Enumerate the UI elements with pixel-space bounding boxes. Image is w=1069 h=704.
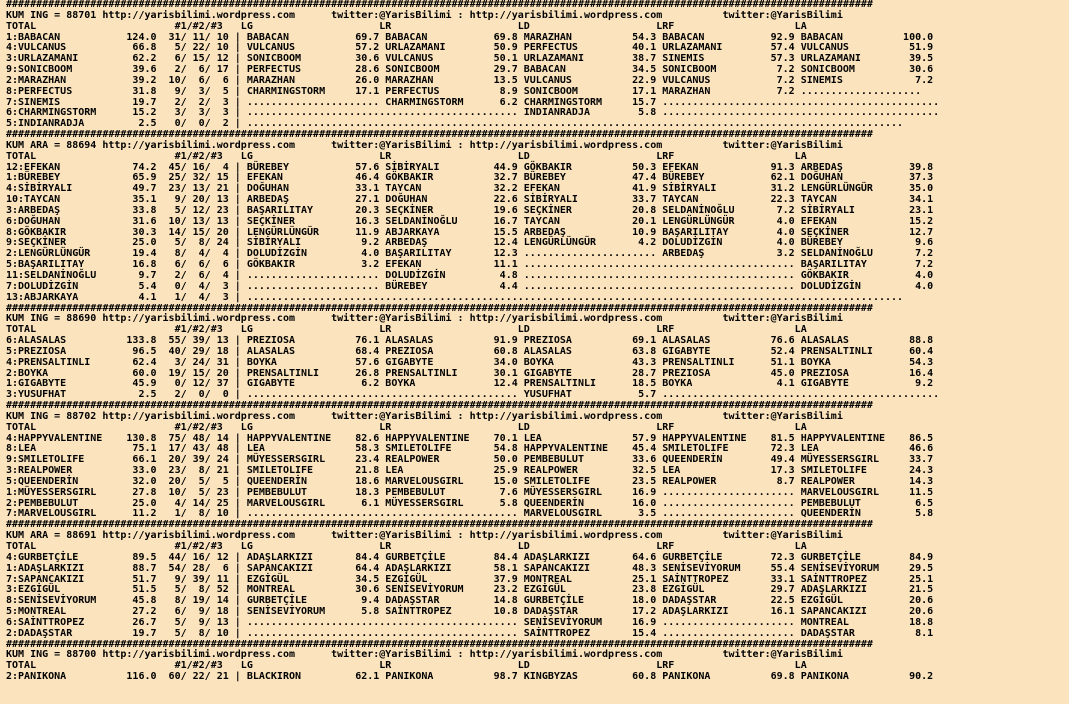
data-row: 7:DOLUDİZGİN 5.4 0/ 4/ 3 | ...................... BÜREBEY 4.4 ............................................. DOLUDİZGİN 4.0 — [6, 280, 934, 292]
data-row: 9:SMILETOLIFE 66.1 20/ 39/ 24 | MÜYESSERSGIRL 23.4 REALPOWER 50.0 PEMBEBULUT 33.6 QUEENDERİN 49.4 MÜYESSERSGIRL 33.7 — [6, 454, 934, 466]
separator-line: ################################################################################################################################################ — [6, 129, 873, 141]
data-row: 9:SONICBOOM 39.6 2/ 6/ 17 | PERFECTUS 28.6 SONICBOOM 29.7 BABACAN 34.5 SONICBOOM 7.2 SONICBOOM 30.6 — [6, 64, 934, 76]
data-row: 7:MARVELOUSGIRL 11.2 1/ 8/ 10 | ............................................. MARVELOUSGIRL 3.5 ...................... QUEENDERİN 5.8 — [6, 508, 934, 520]
race-header: KUM ING = 88690 http://yarisbilimi.wordpress.com twitter:@YarisBilimi : http://yarisbilimi.wordpress.com twitter:@YarisBilimi — [6, 313, 843, 325]
separator-line: ################################################################################################################################################ — [6, 302, 873, 314]
data-row: 4:PRENSALTINLI 62.4 3/ 24/ 31 | BOYKA 57.6 GIGABYTE 34.0 BOYKA 43.3 PRENSALTINLI 51.1 BOYKA 54.3 — [6, 356, 934, 368]
separator-line: ################################################################################################################################################ — [6, 638, 873, 650]
race-header: KUM ARA = 88691 http://yarisbilimi.wordpress.com twitter:@YarisBilimi : http://yarisbilimi.wordpress.com twitter:@YarisBilimi — [6, 530, 843, 542]
data-row: 10:TAYCAN 35.1 9/ 20/ 13 | ARBEDAŞ 27.1 DOĞUHAN 22.6 SİBİRYALI 33.7 TAYCAN 22.3 TAYCAN 34.1 — [6, 194, 934, 206]
data-row: 4:SİBİRYALI 49.7 23/ 13/ 21 | DOĞUHAN 33.1 TAYCAN 32.2 EFEKAN 41.9 SİBİRYALI 31.2 LENGÜRLÜNGÜR 35.0 — [6, 183, 934, 195]
column-header: TOTAL #1/#2/#3 LG LR LD LRF LA — [6, 324, 807, 336]
race-header: KUM ING = 88701 http://yarisbilimi.wordpress.com twitter:@YarisBilimi : http://yarisbilimi.wordpress.com twitter:@YarisBilimi — [6, 9, 843, 21]
data-row: 1:GIGABYTE 45.9 0/ 12/ 37 | GIGABYTE 6.2 BOYKA 12.4 PRENSALTINLI 18.5 BOYKA 4.1 GIGABYTE 9.2 — [6, 378, 934, 390]
data-row: 1:ADAŞLARKIZI 88.7 54/ 28/ 6 | SAPANCAKIZI 64.4 ADAŞLARKIZI 58.1 SAPANCAKIZI 48.3 SENİSEVİYORUM 55.4 SENİSEVİYORUM 29.5 — [6, 562, 934, 574]
separator-line: ################################################################################################################################################ — [6, 0, 873, 10]
column-header: TOTAL #1/#2/#3 LG LR LD LRF LA — [6, 421, 807, 433]
race-header: KUM ARA = 88694 http://yarisbilimi.wordpress.com twitter:@YarisBilimi : http://yarisbilimi.wordpress.com twitter:@YarisBilimi — [6, 139, 843, 151]
data-row: 5:MONTREAL 27.2 6/ 9/ 18 | SENİSEVİYORUM 5.8 SAİNTTROPEZ 10.8 DADAŞSTAR 17.2 ADAŞLARKIZI 16.1 SAPANCAKIZI 20.6 — [6, 606, 934, 618]
data-row: 5:PREZIOSA 96.5 40/ 29/ 18 | ALASALAS 68.4 PREZIOSA 60.8 ALASALAS 63.8 GIGABYTE 52.4 PRENSALTINLI 60.4 — [6, 345, 934, 357]
data-row: 4:VULCANUS 66.8 5/ 22/ 10 | VULCANUS 57.2 URLAZAMANI 50.9 PERFECTUS 40.1 URLAZAMANI 57.4 VULCANUS 51.9 — [6, 42, 934, 54]
data-row: 6:ALASALAS 133.8 55/ 39/ 13 | PREZIOSA 76.1 ALASALAS 91.9 PREZIOSA 69.1 ALASALAS 76.6 ALASALAS 88.8 — [6, 335, 934, 347]
data-row: 8:GÖKBAKIR 30.3 14/ 15/ 20 | LENGÜRLÜNGÜR 11.9 ABJARKAYA 15.5 ARBEDAŞ 10.9 BAŞARILITAY 4.0 SEÇKİNER 12.7 — [6, 226, 934, 238]
data-row: 3:URLAZAMANI 62.2 6/ 15/ 12 | SONICBOOM 30.6 VULCANUS 50.1 URLAZAMANI 38.7 SINEMIS 57.3 URLAZAMANI 39.5 — [6, 53, 934, 65]
data-row: 3:EZGİGÜL 51.5 5/ 8/ 52 | MONTREAL 30.6 SENİSEVİYORUM 23.2 EZGİGÜL 23.8 EZGİGÜL 29.7 ADAŞLARKIZI 21.5 — [6, 584, 934, 596]
race-header: KUM ING = 88700 http://yarisbilimi.wordpress.com twitter:@YarisBilimi : http://yarisbilimi.wordpress.com twitter:@YarisBilimi — [6, 649, 843, 661]
data-row: 6:SAİNTTROPEZ 26.7 5/ 9/ 13 | ............................................. SENİSEVİYORUM 16.9 ...................... MONTREAL 18.8 — [6, 616, 934, 628]
data-row: 9:SEÇKİNER 25.0 5/ 8/ 24 | SİBİRYALI 9.2 ARBEDAŞ 12.4 LENGÜRLÜNGÜR 4.2 DOLUDİZGİN 4.0 BÜREBEY 9.6 — [6, 237, 934, 249]
data-row: 8:SENİSEVİYORUM 45.8 8/ 19/ 14 | GURBETÇİLE 9.4 DADAŞSTAR 14.8 GURBETÇİLE 18.0 DADAŞSTAR 22.5 EZGİGÜL 20.6 — [6, 595, 934, 607]
data-row: 4:HAPPYVALENTINE 130.8 75/ 48/ 14 | HAPPYVALENTINE 82.6 HAPPYVALENTINE 70.1 LEA 57.9 HAPPYVALENTINE 81.5 HAPPYVALENTINE 86.5 — [6, 432, 934, 444]
data-row: 8:PERFECTUS 31.8 9/ 3/ 5 | CHARMINGSTORM 17.1 PERFECTUS 8.9 SONICBOOM 17.1 MARAZHAN 7.2 .................... — [6, 85, 922, 97]
data-row: 8:LEA 75.1 17/ 43/ 48 | LEA 58.3 SMILETOLIFE 54.8 HAPPYVALENTINE 45.4 SMILETOLIFE 72.3 LEA 46.6 — [6, 443, 934, 455]
data-row: 6:DOĞUHAN 31.6 10/ 13/ 13 | SEÇKİNER 16.3 SELDANİNOĞLU 16.7 TAYCAN 20.1 LENGÜRLÜNGÜR 4.0 EFEKAN 15.2 — [6, 215, 934, 227]
data-row: 5:QUEENDERİN 32.0 20/ 5/ 5 | QUEENDERİN 18.6 MARVELOUSGIRL 15.0 SMILETOLIFE 23.5 REALPOWER 8.7 REALPOWER 14.3 — [6, 475, 934, 487]
data-row: 7:SINEMIS 19.7 2/ 2/ 3 | ...................... CHARMINGSTORM 6.2 CHARMINGSTORM 15.7 .............................................. — [6, 96, 940, 108]
data-row: 12:EFEKAN 74.2 45/ 16/ 4 | BÜREBEY 57.6 SİBİRYALI 44.9 GÖKBAKIR 50.3 EFEKAN 91.3 ARBEDAŞ 39.8 — [6, 161, 934, 173]
data-row: 4:GURBETÇİLE 89.5 44/ 16/ 12 | ADAŞLARKIZI 84.4 GURBETÇİLE 84.4 ADAŞLARKIZI 64.6 GURBETÇİLE 72.3 GURBETÇİLE 84.9 — [6, 551, 934, 563]
column-header: TOTAL #1/#2/#3 LG LR LD LRF LA — [6, 541, 807, 552]
data-row: 5:BAŞARILITAY 16.8 6/ 6/ 6 | GÖKBAKIR 3.2 EFEKAN 11.1 ............................................. BAŞARILITAY 7.2 — [6, 259, 934, 271]
data-row: 3:REALPOWER 33.0 23/ 8/ 21 | SMILETOLIFE 21.8 LEA 25.9 REALPOWER 32.5 LEA 17.3 SMILETOLIFE 24.3 — [6, 465, 934, 477]
column-header: TOTAL #1/#2/#3 LG LR LD LRF LA — [6, 20, 807, 32]
data-row: 6:CHARMINGSTORM 15.2 3/ 3/ 3 | ............................................. INDIANRADJA 5.8 .............................................. — [6, 107, 940, 119]
data-row: 3:YUSUFHAT 2.5 2/ 0/ 0 | ............................................. YUSUFHAT 5.7 .............................................. — [6, 389, 940, 401]
separator-line: ################################################################################################################################################ — [6, 400, 873, 412]
race-header: KUM ING = 88702 http://yarisbilimi.wordpress.com twitter:@YarisBilimi : http://yarisbilimi.wordpress.com twitter:@YarisBilimi — [6, 410, 843, 422]
data-row: 13:ABJARKAYA 4.1 1/ 4/ 3 | ............................................................................................................. — [6, 291, 904, 303]
data-row: 2:PEMBEBULUT 25.0 4/ 14/ 25 | MARVELOUSGIRL 6.1 MÜYESSERSGIRL 5.8 QUEENDERİN 16.0 ...................... PEMBEBULUT 6.5 — [6, 497, 934, 509]
data-row: 5:INDIANRADJA 2.5 0/ 0/ 2 | ............................................................................................................. — [6, 118, 904, 130]
data-row: 7:SAPANCAKIZI 51.7 9/ 39/ 11 | EZGİGÜL 34.5 EZGİGÜL 37.9 MONTREAL 25.1 SAİNTTROPEZ 33.1 SAİNTTROPEZ 25.1 — [6, 573, 934, 585]
data-row: 3:ARBEDAŞ 33.8 5/ 12/ 23 | BAŞARILITAY 20.3 SEÇKİNER 19.6 SEÇKİNER 20.8 SELDANİNOĞLU 7.2 SİBİRYALI 23.1 — [6, 204, 934, 216]
data-row: 2:PANIKONA 116.0 60/ 22/ 21 | BLACKIRON 62.1 PANIKONA 98.7 KINGBYZAS 60.8 PANIKONA 69.8 PANIKONA 90.2 — [6, 671, 934, 683]
data-row: 2:BOYKA 60.0 19/ 15/ 20 | PRENSALTINLI 26.8 PRENSALTINLI 30.1 GIGABYTE 28.7 PREZIOSA 45.0 PREZIOSA 16.4 — [6, 367, 934, 379]
column-header: TOTAL #1/#2/#3 LG LR LD LRF LA — [6, 150, 807, 162]
data-row: 2:DADAŞSTAR 19.7 5/ 8/ 10 | ............................................. SAİNTTROPEZ 15.4 ...................... DADAŞSTAR 8.1 — [6, 627, 934, 639]
data-row: 2:MARAZHAN 39.2 10/ 6/ 6 | MARAZHAN 26.0 MARAZHAN 13.5 VULCANUS 22.9 VULCANUS 7.2 SINEMIS 7.2 — [6, 74, 934, 86]
data-row: 1:BABACAN 124.0 31/ 11/ 10 | BABACAN 69.7 BABACAN 69.8 MARAZHAN 54.3 BABACAN 92.9 BABACAN 100.0 — [6, 31, 934, 43]
data-row: 11:SELDANİNOĞLU 9.7 2/ 6/ 4 | ...................... DOLUDİZGİN 4.8 ............................................. GÖKBAKIR 4.0 — [6, 270, 934, 281]
column-header: TOTAL #1/#2/#3 LG LR LD LRF LA — [6, 660, 807, 672]
data-row: 2:LENGÜRLÜNGÜR 19.4 8/ 4/ 4 | DOLUDİZGİN 4.0 BAŞARILITAY 12.3 ...................... ARBEDAŞ 3.2 SELDANİNOĞLU 7.2 — [6, 248, 934, 260]
separator-line: ################################################################################################################################################ — [6, 519, 873, 531]
data-row: 1:BÜREBEY 65.9 25/ 32/ 15 | EFEKAN 46.4 GÖKBAKIR 32.7 BÜREBEY 47.4 BÜREBEY 62.1 DOĞUHAN 37.3 — [6, 172, 934, 184]
data-row: 1:MÜYESSERSGIRL 27.8 10/ 5/ 23 | PEMBEBULUT 18.3 PEMBEBULUT 7.6 MÜYESSERSGIRL 16.9 ...................... MARVELOUSGIRL 11.5 — [6, 486, 934, 498]
